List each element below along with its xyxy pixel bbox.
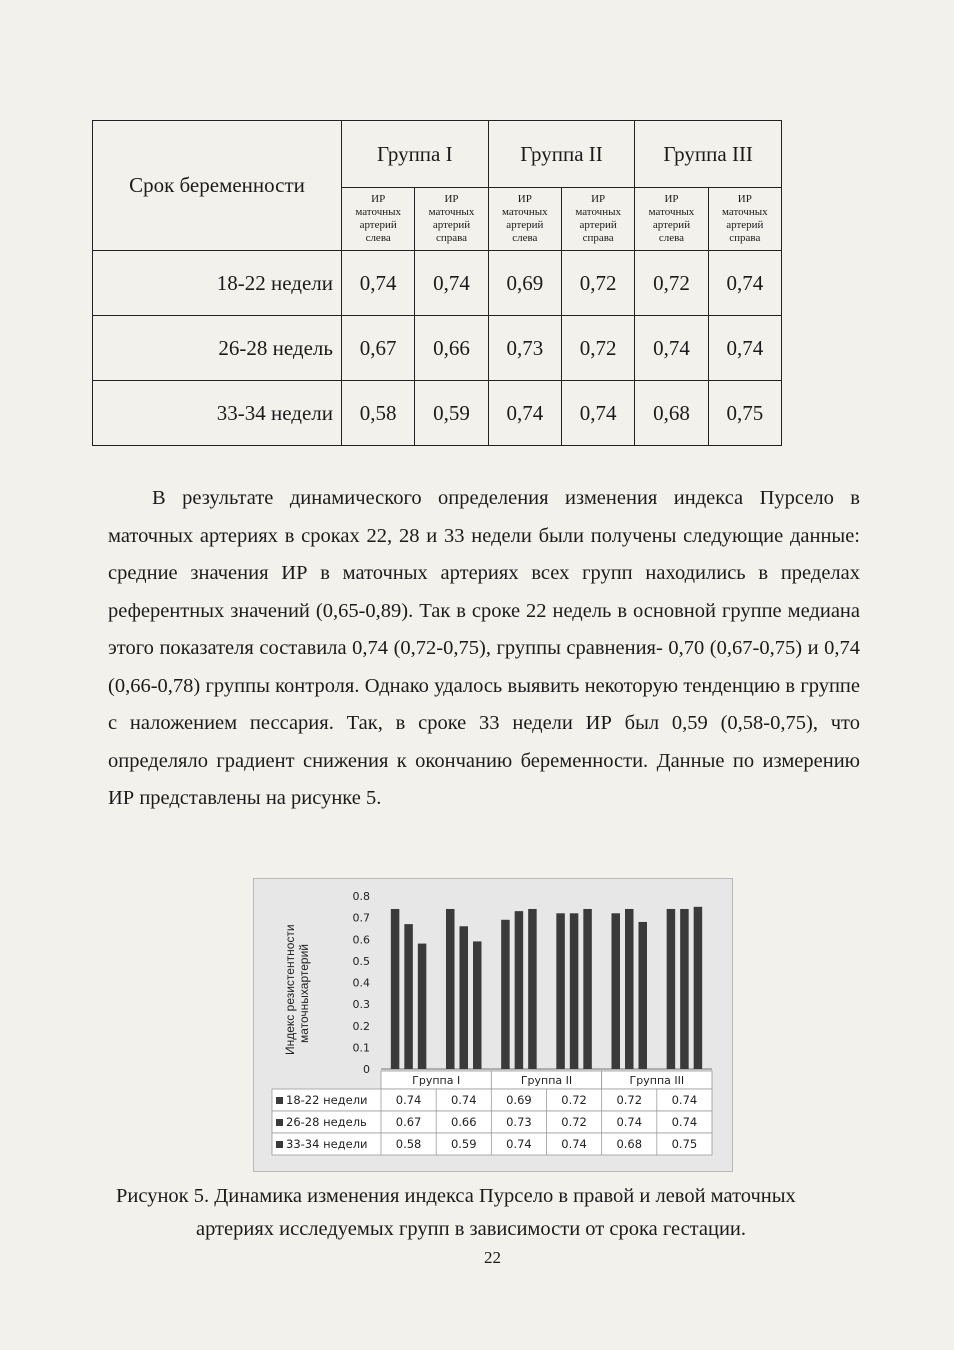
table-subheader-1 [342, 188, 415, 251]
legend-entry-3: 33-34 недели [286, 1137, 368, 1151]
bar-3-2 [473, 941, 482, 1069]
row-label: 33-34 недели [93, 381, 342, 446]
subheader-line: артерий [726, 219, 764, 231]
table-body [93, 251, 782, 446]
subheader-line: ИР [591, 193, 606, 205]
legend-key-1 [276, 1097, 283, 1104]
data-label: 0.69 [506, 1093, 532, 1107]
subheader-line: артерий [432, 219, 471, 231]
y-tick-label: 0.6 [352, 933, 370, 947]
legend-key-3 [276, 1141, 283, 1148]
y-axis-label: Индекс резистентностиматочныхартерий [283, 924, 311, 1055]
body-paragraph-text: В результате динамического определения изменения индекса Пурсело в маточных артериях в сроках 22, 28 и 33 недели были получены следующие данные: средние значения ИР в маточных артериях всех групп находились в пределах референтных значений (0,65-0,89). Так в сроке 22 недель в основной группе медиана этого показателя составила 0,74 (0,72-0,75), группы сравнения- 0,70 (0,67-0,75) и 0,74 (0,66-0,78) группы контроля. Однако удалось выявить некоторую тенденцию в группе с наложением пессария. Так, в сроке 33 недели ИР был 0,59 (0,58-0,75), что определяло градиент снижения к окончанию беременности. Данные по измерению ИР представлены на рисунке 5. [108, 487, 860, 809]
table-cell: 0,74 [415, 251, 488, 316]
subheader-line: маточных [501, 206, 548, 218]
subheader-line: слева [512, 232, 538, 244]
table-subheader-3 [488, 188, 561, 251]
table-cell: 0,66 [415, 316, 488, 381]
bar-1-3 [501, 920, 510, 1069]
bar-3-1 [418, 944, 427, 1069]
table-cell: 0,74 [488, 381, 561, 446]
table-cell: 0,58 [342, 381, 415, 446]
subheader-line: ИР [737, 193, 752, 205]
bar-2-2 [460, 926, 469, 1069]
data-label: 0.74 [450, 1093, 477, 1107]
subheader-line: артерий [359, 219, 397, 231]
data-label: 0.58 [395, 1137, 422, 1151]
subheader-line: маточных [355, 206, 401, 218]
table-row [93, 251, 782, 316]
caption-line-1: Рисунок 5. Динамика изменения индекса Пурсело в правой и левой маточных [116, 1185, 796, 1207]
subheader-line: артерий [579, 219, 617, 231]
data-label: 0.74 [671, 1115, 698, 1129]
page-number: 22 [484, 1248, 501, 1267]
table-subheader-4 [561, 188, 634, 251]
subheader-line: маточных [428, 206, 475, 218]
subheader-line: справа [435, 232, 468, 244]
table-header-group-3: Группа III [635, 121, 782, 188]
bar-chart [253, 878, 733, 1172]
caption-line-2: артериях исследуемых групп в зависимости от срока гестации. [195, 1218, 747, 1240]
bar-3-3 [528, 909, 537, 1069]
bar-1-5 [612, 913, 621, 1069]
table-cell: 0,75 [708, 381, 781, 446]
y-tick-label: 0 [363, 1063, 370, 1076]
subheader-line: ИР [517, 193, 532, 205]
table-cell: 0,72 [561, 316, 634, 381]
row-label: 18-22 недели [93, 251, 342, 316]
table-cell: 0,68 [635, 381, 708, 446]
body-paragraph [108, 480, 860, 818]
bar-1-4 [556, 913, 565, 1069]
bar-2-5 [625, 909, 634, 1069]
subheader-line: ИР [371, 193, 386, 205]
table-cell: 0,72 [561, 251, 634, 316]
subheader-line: слева [658, 232, 685, 244]
subheader-line: маточных [648, 206, 695, 218]
data-label: 0.74 [561, 1137, 587, 1151]
data-label: 0.74 [616, 1115, 643, 1129]
bar-1-1 [391, 909, 400, 1069]
subheader-line: ИР [444, 193, 459, 205]
bar-2-3 [515, 911, 524, 1069]
bar-3-4 [583, 909, 592, 1069]
bar-3-5 [639, 922, 648, 1069]
table-header-group-1: Группа I [342, 121, 489, 188]
data-label: 0.72 [561, 1093, 587, 1107]
subheader-line: маточных [575, 206, 621, 218]
legend-entry-1: 18-22 недели [286, 1093, 368, 1107]
table-header-group-2: Группа II [488, 121, 635, 188]
bar-2-4 [570, 913, 579, 1069]
bar-2-1 [404, 924, 413, 1069]
bar-1-6 [667, 909, 676, 1069]
data-label: 0.59 [450, 1137, 477, 1151]
table-cell: 0,74 [561, 381, 634, 446]
y-tick-label: 0.7 [352, 911, 370, 925]
table-cell: 0,59 [415, 381, 488, 446]
legend-key-2 [276, 1119, 283, 1126]
data-label: 0.66 [450, 1115, 477, 1129]
table-cell: 0,72 [635, 251, 708, 316]
subheader-line: артерий [506, 219, 544, 231]
table-subheader-5 [635, 188, 708, 251]
y-tick-label: 0.4 [352, 976, 370, 990]
y-tick-label: 0.8 [352, 890, 370, 903]
y-tick-label: 0.1 [352, 1041, 370, 1055]
table-cell: 0,74 [708, 316, 781, 381]
data-label: 0.68 [616, 1137, 643, 1151]
group-label-2: Группа II [520, 1074, 573, 1087]
table-row [93, 381, 782, 446]
figure-caption [116, 1180, 876, 1246]
subheader-line: слева [365, 232, 391, 244]
ir-table [92, 120, 782, 446]
data-label: 0.72 [561, 1115, 587, 1129]
subheader-line: ИР [664, 193, 679, 205]
table-cell: 0,67 [342, 316, 415, 381]
data-label: 0.67 [395, 1115, 422, 1129]
data-label: 0.74 [671, 1093, 698, 1107]
subheader-line: маточных [721, 206, 768, 218]
subheader-line: артерий [652, 219, 691, 231]
table-cell: 0,74 [635, 316, 708, 381]
data-label: 0.74 [395, 1093, 422, 1107]
bar-3-6 [694, 907, 703, 1069]
bar-1-2 [446, 909, 455, 1069]
table-header-term: Срок беременности [93, 121, 342, 251]
table-subheader-2 [415, 188, 488, 251]
y-tick-label: 0.5 [352, 954, 370, 968]
data-label: 0.72 [616, 1093, 643, 1107]
group-label-1: Группа I [412, 1074, 461, 1087]
chart-svg [254, 879, 732, 1171]
y-tick-label: 0.3 [352, 998, 370, 1012]
table-subheader-6 [708, 188, 781, 251]
row-label: 26-28 недель [93, 316, 342, 381]
table-cell: 0,69 [488, 251, 561, 316]
table-cell: 0,73 [488, 316, 561, 381]
y-tick-label: 0.2 [352, 1019, 370, 1033]
table-cell: 0,74 [708, 251, 781, 316]
data-label: 0.73 [506, 1115, 532, 1129]
data-label: 0.75 [671, 1137, 698, 1151]
table-cell: 0,74 [342, 251, 415, 316]
subheader-line: справа [729, 232, 761, 244]
subheader-line: справа [582, 232, 614, 244]
bar-2-6 [680, 909, 689, 1069]
table-row [93, 316, 782, 381]
group-label-3: Группа III [629, 1074, 685, 1087]
data-label: 0.74 [506, 1137, 532, 1151]
legend-entry-2: 26-28 недель [286, 1115, 367, 1129]
